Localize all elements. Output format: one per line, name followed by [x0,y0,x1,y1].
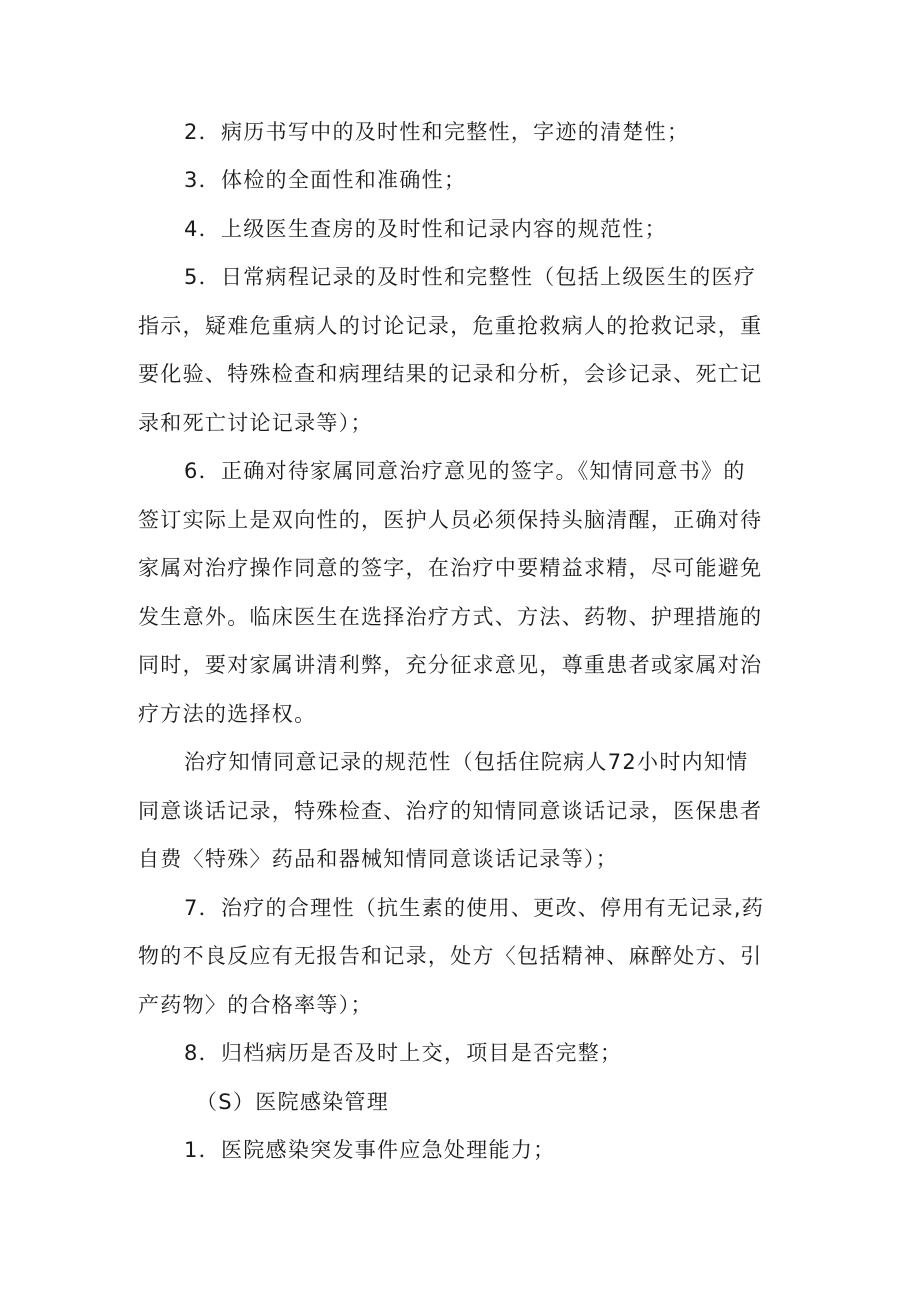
text-line: 同意谈话记录，特殊检查、治疗的知情同意谈话记录，医保患者 [138,799,763,823]
text-line: 产药物〉的合格率等）； [138,993,373,1017]
text-line: 5．日常病程记录的及时性和完整性（包括上级医生的医疗 [184,265,757,289]
text-line: 疗方法的选择权。 [138,702,317,726]
text-line: 4．上级医生查房的及时性和记录内容的规范性； [184,217,667,241]
text-line: 1．医院感染突发事件应急处理能力； [184,1138,556,1162]
text-line: 家属对治疗操作同意的签字，在治疗中要精益求精，尽可能避免 [138,556,763,580]
text-line: 治疗知情同意记录的规范性（包括住院病人72小时内知情 [184,750,749,774]
text-line: 物的不良反应有无报告和记录，处方〈包括精神、麻醉处方、引 [138,944,763,968]
text-line: 指示，疑难危重病人的讨论记录，危重抢救病人的抢救记录，重 [138,314,763,338]
text-line: 2．病历书写中的及时性和完整性，字迹的清楚性； [184,120,690,144]
text-line: 发生意外。临床医生在选择治疗方式、方法、药物、护理措施的 [138,605,763,629]
text-line: 要化验、特殊检查和病理结果的记录和分析，会诊记录、死亡记 [138,362,763,386]
text-line: 录和死亡讨论记录等）； [138,411,373,435]
text-line: 8．归档病历是否及时上交，项目是否完整； [184,1041,623,1065]
text-line: 签订实际上是双向性的，医护人员必须保持头脑清醒，正确对待 [138,508,763,532]
text-line: 3．体检的全面性和准确性； [184,168,467,192]
text-line: 7．治疗的合理性（抗生素的使用、更改、停用有无记录,药 [184,896,765,920]
text-line: 自费〈特殊〉药品和器械知情同意谈话记录等）； [138,847,619,871]
text-line: 6．正确对待家属同意治疗意见的签字。《知情同意书》的 [184,459,746,483]
text-line: 同时，要对家属讲清利弊，充分征求意见，尊重患者或家属对治 [138,653,763,677]
section-heading: （S）医院感染管理 [196,1090,390,1114]
